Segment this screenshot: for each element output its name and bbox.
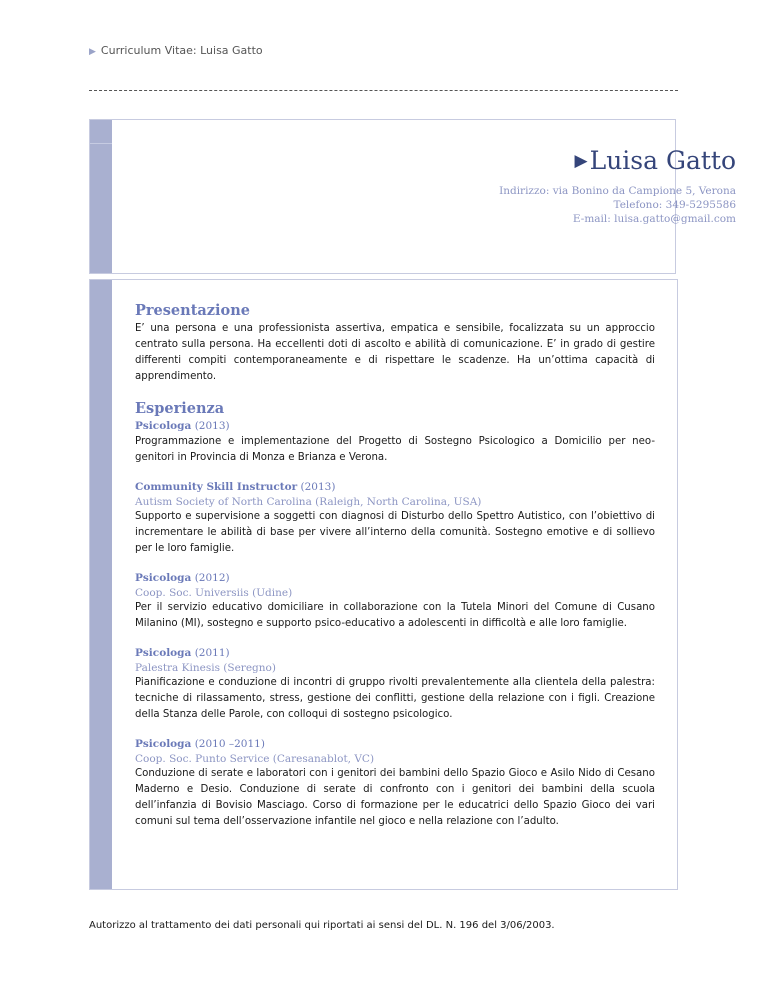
job-description: Per il servizio educativo domiciliare in collaborazione con la Tutela Minori del Comune di Cusano Milanino (MI), sostegno e supporto psico-educativo a adolescenti in difficoltà e alle loro famiglie. (135, 602, 655, 629)
header-divider (89, 90, 678, 91)
job-title: Psicologa (135, 572, 192, 584)
job-title-line (135, 571, 655, 586)
job-title: Community Skill Instructor (135, 481, 298, 493)
candidate-name-text: Luisa Gatto (589, 146, 736, 175)
job-period: (2013) (300, 481, 336, 493)
job-organization: Palestra Kinesis (Seregno) (135, 662, 276, 674)
job-title-line (135, 646, 655, 661)
job-description: Supporto e supervisione a soggetti con diagnosi di Disturbo dello Spettro Autistico, con l’obiettivo di incrementare le abilità di base per vivere all’interno della comunità. Sostegno emotive e di sollievo per le loro famiglie. (135, 511, 655, 554)
job-description: Pianificazione e conduzione di incontri di gruppo rivolti prevalentemente alla clientela della palestra: tecniche di rilassamento, stress, gestione dei conflitti, gestione della relazione con i figli. Creazione della Stanza delle Parole, con colloqui di sostegno psicologico. (135, 677, 655, 720)
candidate-name (575, 146, 736, 175)
job-organization: Autism Society of North Carolina (Raleigh, North Carolina, USA) (135, 496, 482, 508)
page-header-text: Curriculum Vitae: Luisa Gatto (100, 44, 263, 57)
job-title-line (135, 737, 655, 752)
esperienza-heading: Esperienza (135, 400, 225, 417)
job-title-line (135, 419, 655, 434)
job-description: Conduzione di serate e laboratori con i genitori dei bambini dello Spazio Gioco e Asilo Nido di Cesano Maderno e Desio. Conduzione di serate di confronto con i genitori dei bambini della scuola dell’infanzia di Bovisio Masciago. Corso di formazione per le educatrici dello Spazio Gioco dei vari comuni sul tema dell’osservazione infantile nel gioco e nella relazione con l’adulto. (135, 768, 655, 827)
name-box-strip-line (90, 143, 112, 144)
cv-content (135, 301, 655, 844)
job-period: (2011) (194, 647, 230, 659)
job-title: Psicologa (135, 738, 192, 750)
address-line: Indirizzo: via Bonino da Campione 5, Verona (499, 185, 736, 197)
job-description: Programmazione e implementazione del Progetto di Sostegno Psicologico a Domicilio per neo-genitori in Provincia di Monza e Brianza e Verona. (135, 436, 655, 463)
job-entry (135, 571, 655, 632)
job-period: (2013) (194, 420, 230, 432)
job-entry (135, 737, 655, 830)
triangle-right-icon: ▶ (574, 151, 588, 171)
phone-line: Telefono: 349-5295586 (613, 199, 736, 211)
job-entry (135, 480, 655, 557)
privacy-footer: Autorizzo al trattamento dei dati personali qui riportati ai sensi del DL. N. 196 del 3/06/2003. (89, 920, 555, 931)
job-entry (135, 419, 655, 466)
page-header (89, 44, 263, 57)
main-box-strip (90, 280, 112, 889)
contact-info (499, 184, 736, 226)
job-title-line (135, 480, 655, 495)
job-period: (2012) (194, 572, 230, 584)
triangle-right-icon: ▶ (89, 47, 96, 57)
email-line: E-mail: luisa.gatto@gmail.com (572, 213, 736, 225)
job-title: Psicologa (135, 420, 192, 432)
presentazione-heading: Presentazione (135, 302, 250, 319)
presentazione-text: E’ una persona e una professionista assertiva, empatica e sensibile, focalizzata su un approccio centrato sulla persona. Ha eccellenti doti di ascolto e abilità di comunicazione. E’ in grado di gestire differenti compiti contemporaneamente e di rispettare le scadenze. Ha un’ottima capacità di apprendimento. (135, 323, 655, 382)
job-organization: Coop. Soc. Universiis (Udine) (135, 587, 293, 599)
job-organization: Coop. Soc. Punto Service (Caresanablot, VC) (135, 753, 375, 765)
job-period: (2010 –2011) (194, 738, 265, 750)
job-entry (135, 646, 655, 723)
job-title: Psicologa (135, 647, 192, 659)
